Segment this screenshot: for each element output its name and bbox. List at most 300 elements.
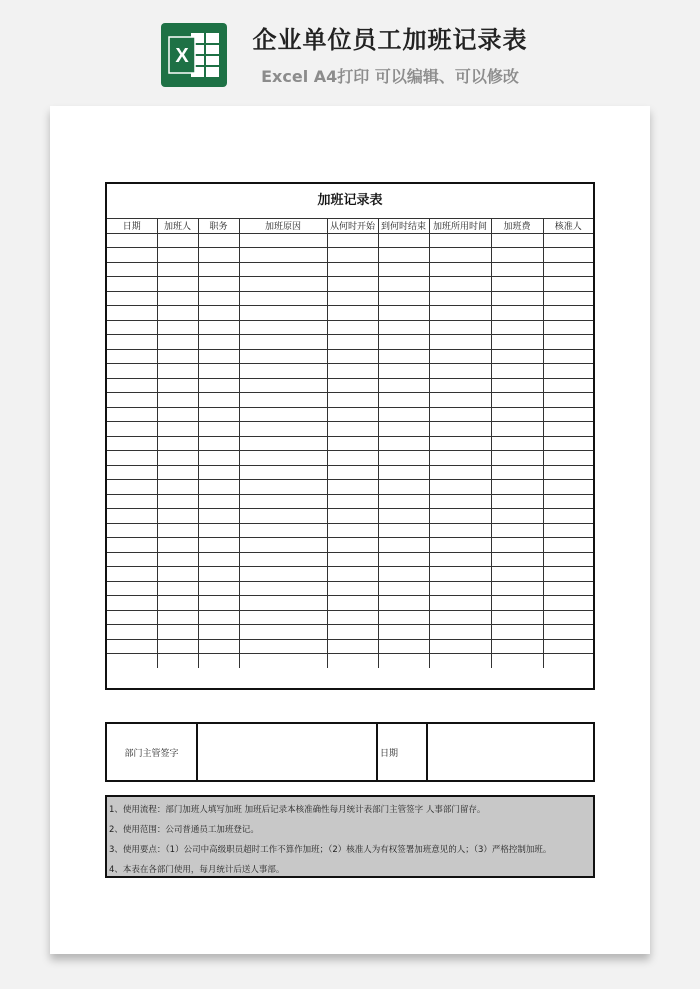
table-cell[interactable] <box>378 610 429 625</box>
table-cell[interactable] <box>378 407 429 422</box>
table-cell[interactable] <box>543 465 593 480</box>
table-cell[interactable] <box>491 480 543 495</box>
table-cell[interactable] <box>429 451 491 466</box>
table-cell[interactable] <box>107 393 157 408</box>
table-cell[interactable] <box>543 335 593 350</box>
table-cell[interactable] <box>491 291 543 306</box>
table-cell[interactable] <box>198 654 239 669</box>
table-cell[interactable] <box>239 451 327 466</box>
table-cell[interactable] <box>378 523 429 538</box>
table-cell[interactable] <box>429 378 491 393</box>
table-cell[interactable] <box>543 451 593 466</box>
table-cell[interactable] <box>239 538 327 553</box>
table-cell[interactable] <box>239 567 327 582</box>
table-cell[interactable] <box>157 277 198 292</box>
table-cell[interactable] <box>239 320 327 335</box>
table-cell[interactable] <box>429 407 491 422</box>
table-cell[interactable] <box>491 610 543 625</box>
table-cell[interactable] <box>157 407 198 422</box>
table-cell[interactable] <box>239 494 327 509</box>
table-cell[interactable] <box>198 451 239 466</box>
table-cell[interactable] <box>239 306 327 321</box>
table-cell[interactable] <box>239 364 327 379</box>
table-cell[interactable] <box>378 306 429 321</box>
table-cell[interactable] <box>327 480 378 495</box>
column-header: 职务 <box>198 219 239 234</box>
table-cell[interactable] <box>107 639 157 654</box>
table-cell[interactable] <box>107 436 157 451</box>
table-cell[interactable] <box>543 436 593 451</box>
table-cell[interactable] <box>198 233 239 248</box>
table-cell[interactable] <box>107 364 157 379</box>
table-cell[interactable] <box>157 596 198 611</box>
table-cell[interactable] <box>327 248 378 263</box>
table-cell[interactable] <box>429 654 491 669</box>
table-cell[interactable] <box>543 596 593 611</box>
table-cell[interactable] <box>107 422 157 437</box>
table-cell[interactable] <box>107 248 157 263</box>
table-cell[interactable] <box>107 465 157 480</box>
table-cell[interactable] <box>157 552 198 567</box>
column-header: 到何时结束 <box>378 219 429 234</box>
table-cell[interactable] <box>239 277 327 292</box>
table-cell[interactable] <box>107 320 157 335</box>
table-cell[interactable] <box>327 436 378 451</box>
table-cell[interactable] <box>543 262 593 277</box>
table-cell[interactable] <box>107 451 157 466</box>
column-header: 加班费 <box>491 219 543 234</box>
table-cell[interactable] <box>429 364 491 379</box>
table-cell[interactable] <box>107 509 157 524</box>
table-cell[interactable] <box>327 639 378 654</box>
table-cell[interactable] <box>198 523 239 538</box>
table-cell[interactable] <box>491 407 543 422</box>
table-cell[interactable] <box>198 378 239 393</box>
table-cell[interactable] <box>327 320 378 335</box>
table-cell[interactable] <box>543 349 593 364</box>
table-cell[interactable] <box>378 349 429 364</box>
overtime-record-table <box>105 182 595 690</box>
table-cell[interactable] <box>157 393 198 408</box>
table-cell[interactable] <box>157 233 198 248</box>
table-cell[interactable] <box>157 436 198 451</box>
table-cell[interactable] <box>157 248 198 263</box>
table-cell[interactable] <box>107 480 157 495</box>
table-cell[interactable] <box>198 581 239 596</box>
table-cell[interactable] <box>157 335 198 350</box>
table-cell[interactable] <box>327 552 378 567</box>
table-cell[interactable] <box>429 538 491 553</box>
table-cell[interactable] <box>157 291 198 306</box>
table-cell[interactable] <box>429 465 491 480</box>
table-cell[interactable] <box>429 277 491 292</box>
table-cell[interactable] <box>327 393 378 408</box>
table-cell[interactable] <box>327 494 378 509</box>
table-cell[interactable] <box>378 378 429 393</box>
table-cell[interactable] <box>543 277 593 292</box>
table-cell[interactable] <box>543 639 593 654</box>
table-cell[interactable] <box>198 465 239 480</box>
table-cell[interactable] <box>239 581 327 596</box>
table-row <box>107 320 593 335</box>
table-cell[interactable] <box>157 523 198 538</box>
column-header: 加班原因 <box>239 219 327 234</box>
table-cell[interactable] <box>327 233 378 248</box>
table-cell[interactable] <box>107 494 157 509</box>
table-cell[interactable] <box>491 654 543 669</box>
table-cell[interactable] <box>543 306 593 321</box>
table-cell[interactable] <box>378 581 429 596</box>
table-cell[interactable] <box>157 509 198 524</box>
table-cell[interactable] <box>429 639 491 654</box>
table-cell[interactable] <box>378 262 429 277</box>
table-cell[interactable] <box>239 378 327 393</box>
table-cell[interactable] <box>378 494 429 509</box>
table-cell[interactable] <box>429 393 491 408</box>
table-cell[interactable] <box>198 248 239 263</box>
table-cell[interactable] <box>491 567 543 582</box>
table-cell[interactable] <box>378 480 429 495</box>
table-cell[interactable] <box>157 538 198 553</box>
table-cell[interactable] <box>327 509 378 524</box>
table-row <box>107 465 593 480</box>
table-row <box>107 407 593 422</box>
table-cell[interactable] <box>543 654 593 669</box>
table-cell[interactable] <box>107 654 157 669</box>
table-cell[interactable] <box>107 378 157 393</box>
table-cell[interactable] <box>378 639 429 654</box>
table-cell[interactable] <box>198 422 239 437</box>
table-cell[interactable] <box>198 393 239 408</box>
table-cell[interactable] <box>429 233 491 248</box>
table-cell[interactable] <box>157 567 198 582</box>
date-field[interactable] <box>428 724 593 780</box>
table-cell[interactable] <box>543 291 593 306</box>
table-cell[interactable] <box>429 625 491 640</box>
table-cell[interactable] <box>543 422 593 437</box>
table-cell[interactable] <box>157 320 198 335</box>
table-cell[interactable] <box>378 248 429 263</box>
table-cell[interactable] <box>491 393 543 408</box>
table-cell[interactable] <box>157 639 198 654</box>
table-cell[interactable] <box>198 509 239 524</box>
table-cell[interactable] <box>198 596 239 611</box>
table-cell[interactable] <box>429 596 491 611</box>
table-cell[interactable] <box>198 335 239 350</box>
table-cell[interactable] <box>543 407 593 422</box>
table-cell[interactable] <box>107 610 157 625</box>
table-cell[interactable] <box>491 538 543 553</box>
table-cell[interactable] <box>327 523 378 538</box>
table-cell[interactable] <box>543 552 593 567</box>
table-row <box>107 509 593 524</box>
table-cell[interactable] <box>491 639 543 654</box>
table-row <box>107 291 593 306</box>
table-cell[interactable] <box>239 349 327 364</box>
table-cell[interactable] <box>378 654 429 669</box>
table-cell[interactable] <box>239 480 327 495</box>
table-cell[interactable] <box>429 494 491 509</box>
table-cell[interactable] <box>107 262 157 277</box>
table-cell[interactable] <box>157 465 198 480</box>
table-cell[interactable] <box>157 625 198 640</box>
table-cell[interactable] <box>491 509 543 524</box>
table-cell[interactable] <box>543 364 593 379</box>
table-header-row <box>107 219 593 234</box>
table-cell[interactable] <box>198 291 239 306</box>
table-cell[interactable] <box>107 335 157 350</box>
table-cell[interactable] <box>239 233 327 248</box>
table-cell[interactable] <box>491 320 543 335</box>
signature-label: 部门主管签字 <box>107 724 198 780</box>
table-cell[interactable] <box>198 625 239 640</box>
table-cell[interactable] <box>157 262 198 277</box>
table-row <box>107 610 593 625</box>
table-cell[interactable] <box>543 233 593 248</box>
table-cell[interactable] <box>107 596 157 611</box>
table-cell[interactable] <box>107 552 157 567</box>
table-cell[interactable] <box>239 262 327 277</box>
table-cell[interactable] <box>378 538 429 553</box>
table-cell[interactable] <box>543 538 593 553</box>
table-row <box>107 480 593 495</box>
table-cell[interactable] <box>239 639 327 654</box>
table-cell[interactable] <box>327 291 378 306</box>
note-line: 2、使用范围：公司普通员工加班登记。 <box>109 825 259 835</box>
table-cell[interactable] <box>107 538 157 553</box>
table-cell[interactable] <box>327 349 378 364</box>
table-cell[interactable] <box>491 262 543 277</box>
table-cell[interactable] <box>378 291 429 306</box>
table-cell[interactable] <box>491 436 543 451</box>
signature-field[interactable] <box>198 724 378 780</box>
table-cell[interactable] <box>378 625 429 640</box>
table-cell[interactable] <box>491 233 543 248</box>
table-cell[interactable] <box>429 306 491 321</box>
table-cell[interactable] <box>429 422 491 437</box>
table-cell[interactable] <box>107 407 157 422</box>
table-cell[interactable] <box>107 523 157 538</box>
table-cell[interactable] <box>429 335 491 350</box>
note-line: 4、本表在各部门使用，每月统计后送人事部。 <box>109 865 285 875</box>
table-cell[interactable] <box>378 233 429 248</box>
table-cell[interactable] <box>429 509 491 524</box>
table-row <box>107 639 593 654</box>
table-cell[interactable] <box>198 349 239 364</box>
table-cell[interactable] <box>327 335 378 350</box>
table-cell[interactable] <box>327 654 378 669</box>
table-cell[interactable] <box>378 436 429 451</box>
table-cell[interactable] <box>378 465 429 480</box>
table-cell[interactable] <box>491 277 543 292</box>
table-cell[interactable] <box>239 248 327 263</box>
table-cell[interactable] <box>543 320 593 335</box>
table-cell[interactable] <box>239 436 327 451</box>
table-cell[interactable] <box>429 480 491 495</box>
table-cell[interactable] <box>239 654 327 669</box>
table-cell[interactable] <box>378 320 429 335</box>
table-cell[interactable] <box>429 248 491 263</box>
table-cell[interactable] <box>239 291 327 306</box>
table-cell[interactable] <box>491 451 543 466</box>
table-cell[interactable] <box>327 364 378 379</box>
table-cell[interactable] <box>107 306 157 321</box>
table-body <box>107 233 593 668</box>
table-cell[interactable] <box>198 480 239 495</box>
table-cell[interactable] <box>107 625 157 640</box>
table-cell[interactable] <box>239 509 327 524</box>
table-cell[interactable] <box>543 494 593 509</box>
table-cell[interactable] <box>239 465 327 480</box>
table-cell[interactable] <box>239 625 327 640</box>
sheet-title: 加班记录表 <box>317 193 383 208</box>
table-cell[interactable] <box>198 262 239 277</box>
table-cell[interactable] <box>327 422 378 437</box>
table-cell[interactable] <box>239 422 327 437</box>
table-cell[interactable] <box>107 567 157 582</box>
table-cell[interactable] <box>239 552 327 567</box>
table-cell[interactable] <box>157 451 198 466</box>
table-cell[interactable] <box>198 552 239 567</box>
table-cell[interactable] <box>327 465 378 480</box>
table-cell[interactable] <box>327 610 378 625</box>
table-cell[interactable] <box>239 407 327 422</box>
table-cell[interactable] <box>378 567 429 582</box>
table-cell[interactable] <box>198 567 239 582</box>
table-cell[interactable] <box>239 393 327 408</box>
table-cell[interactable] <box>378 552 429 567</box>
table-row <box>107 654 593 669</box>
table-cell[interactable] <box>107 277 157 292</box>
table-cell[interactable] <box>429 567 491 582</box>
table-cell[interactable] <box>378 277 429 292</box>
table-cell[interactable] <box>491 465 543 480</box>
table-cell[interactable] <box>327 306 378 321</box>
table-cell[interactable] <box>378 451 429 466</box>
table-cell[interactable] <box>198 364 239 379</box>
table-cell[interactable] <box>491 494 543 509</box>
table-cell[interactable] <box>198 320 239 335</box>
table-cell[interactable] <box>157 378 198 393</box>
table-cell[interactable] <box>543 248 593 263</box>
table-row <box>107 277 593 292</box>
table-cell[interactable] <box>239 523 327 538</box>
table-cell[interactable] <box>107 291 157 306</box>
table-cell[interactable] <box>491 335 543 350</box>
table-cell[interactable] <box>198 494 239 509</box>
table-cell[interactable] <box>543 581 593 596</box>
table-cell[interactable] <box>543 567 593 582</box>
table-row <box>107 523 593 538</box>
table-cell[interactable] <box>198 610 239 625</box>
table-cell[interactable] <box>327 451 378 466</box>
table-cell[interactable] <box>378 422 429 437</box>
table-cell[interactable] <box>429 291 491 306</box>
table-cell[interactable] <box>327 538 378 553</box>
table-cell[interactable] <box>491 378 543 393</box>
table-cell[interactable] <box>157 581 198 596</box>
table-cell[interactable] <box>198 407 239 422</box>
table-cell[interactable] <box>429 523 491 538</box>
table-row <box>107 625 593 640</box>
table-cell[interactable] <box>327 378 378 393</box>
table-cell[interactable] <box>327 407 378 422</box>
table-cell[interactable] <box>157 610 198 625</box>
table-cell[interactable] <box>543 378 593 393</box>
table-cell[interactable] <box>543 610 593 625</box>
table-cell[interactable] <box>157 306 198 321</box>
table-cell[interactable] <box>543 625 593 640</box>
table-cell[interactable] <box>491 581 543 596</box>
table-cell[interactable] <box>491 422 543 437</box>
table-cell[interactable] <box>327 262 378 277</box>
table-cell[interactable] <box>198 639 239 654</box>
table-cell[interactable] <box>378 596 429 611</box>
table-cell[interactable] <box>327 625 378 640</box>
table-cell[interactable] <box>198 436 239 451</box>
page-title: 企业单位员工加班记录表 <box>252 26 528 54</box>
table-cell[interactable] <box>543 480 593 495</box>
table-cell[interactable] <box>327 277 378 292</box>
table-cell[interactable] <box>198 277 239 292</box>
table-cell[interactable] <box>491 364 543 379</box>
table-cell[interactable] <box>429 262 491 277</box>
table-cell[interactable] <box>429 610 491 625</box>
table-cell[interactable] <box>327 581 378 596</box>
table-cell[interactable] <box>429 581 491 596</box>
table-cell[interactable] <box>429 436 491 451</box>
table-cell[interactable] <box>543 523 593 538</box>
table-cell[interactable] <box>491 625 543 640</box>
table-cell[interactable] <box>157 364 198 379</box>
table-cell[interactable] <box>107 581 157 596</box>
table-cell[interactable] <box>157 654 198 669</box>
table-cell[interactable] <box>429 320 491 335</box>
table-cell[interactable] <box>157 349 198 364</box>
table-cell[interactable] <box>378 509 429 524</box>
table-cell[interactable] <box>491 248 543 263</box>
table-cell[interactable] <box>198 306 239 321</box>
table-cell[interactable] <box>107 349 157 364</box>
table-cell[interactable] <box>107 233 157 248</box>
table-cell[interactable] <box>491 349 543 364</box>
table-cell[interactable] <box>491 306 543 321</box>
table-cell[interactable] <box>327 596 378 611</box>
table-cell[interactable] <box>543 393 593 408</box>
table-cell[interactable] <box>327 567 378 582</box>
table-cell[interactable] <box>157 494 198 509</box>
table-cell[interactable] <box>378 335 429 350</box>
table-cell[interactable] <box>429 349 491 364</box>
table-cell[interactable] <box>198 538 239 553</box>
table-row <box>107 494 593 509</box>
table-row <box>107 538 593 553</box>
table-cell[interactable] <box>157 422 198 437</box>
table-row <box>107 349 593 364</box>
table-cell[interactable] <box>239 610 327 625</box>
table-cell[interactable] <box>491 552 543 567</box>
table-cell[interactable] <box>157 480 198 495</box>
note-line: 1、使用流程：部门加班人填写加班 加班后记录本核准确性每月统计表部门主管签字 人事部门留存。 <box>109 805 486 815</box>
table-cell[interactable] <box>429 552 491 567</box>
table-cell[interactable] <box>543 509 593 524</box>
table-cell[interactable] <box>378 393 429 408</box>
table-cell[interactable] <box>491 523 543 538</box>
table-cell[interactable] <box>491 596 543 611</box>
table-cell[interactable] <box>239 596 327 611</box>
table-cell[interactable] <box>378 364 429 379</box>
table-cell[interactable] <box>239 335 327 350</box>
